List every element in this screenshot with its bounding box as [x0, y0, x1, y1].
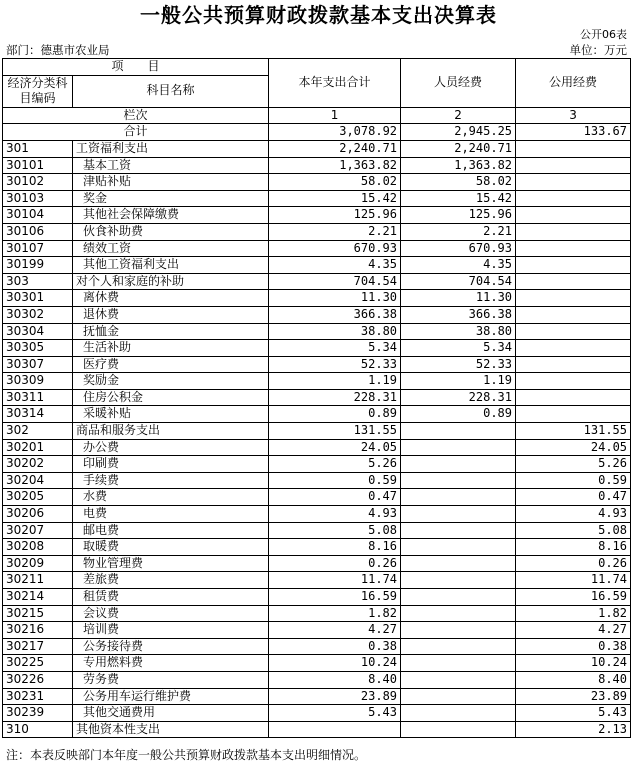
- row-personnel: [401, 572, 516, 589]
- row-public: 5.08: [516, 522, 631, 539]
- row-name: 手续费: [73, 472, 269, 489]
- row-name: 会议费: [73, 605, 269, 622]
- table-row: [3, 539, 631, 556]
- row-code: 30106: [3, 223, 73, 240]
- table-row: [3, 671, 631, 688]
- row-total: 11.30: [269, 290, 401, 307]
- row-code: 30214: [3, 589, 73, 606]
- row-code: 301: [3, 140, 73, 157]
- row-code: 303: [3, 273, 73, 290]
- row-name: 奖金: [73, 190, 269, 207]
- row-total: 23.89: [269, 688, 401, 705]
- table-row: [3, 323, 631, 340]
- row-name: 其他资本性支出: [73, 721, 269, 738]
- row-total: 5.26: [269, 456, 401, 473]
- row-name: 退休费: [73, 306, 269, 323]
- row-personnel: [401, 638, 516, 655]
- row-total: 10.24: [269, 655, 401, 672]
- row-public: [516, 323, 631, 340]
- department-label: 部门：德惠市农业局: [6, 43, 110, 57]
- row-total: [269, 721, 401, 738]
- table-row: [3, 472, 631, 489]
- row-code: 30103: [3, 190, 73, 207]
- row-name: 印刷费: [73, 456, 269, 473]
- row-name: 医疗费: [73, 356, 269, 373]
- row-name: 公务用车运行维护费: [73, 688, 269, 705]
- row-personnel: 1,363.82: [401, 157, 516, 174]
- row-public: [516, 290, 631, 307]
- row-personnel: [401, 506, 516, 523]
- total-label: 合计: [3, 124, 269, 141]
- row-total: 1.82: [269, 605, 401, 622]
- table-row: [3, 356, 631, 373]
- column-number-1: 1: [269, 107, 401, 124]
- row-public: 16.59: [516, 589, 631, 606]
- table-row: [3, 174, 631, 191]
- table-row: [3, 273, 631, 290]
- row-total: 11.74: [269, 572, 401, 589]
- row-total: 0.89: [269, 406, 401, 423]
- row-name: 离休费: [73, 290, 269, 307]
- table-row: [3, 721, 631, 738]
- row-public: 10.24: [516, 655, 631, 672]
- table-row: [3, 522, 631, 539]
- row-name: 伙食补助费: [73, 223, 269, 240]
- row-name: 工资福利支出: [73, 140, 269, 157]
- row-total: 0.26: [269, 555, 401, 572]
- table-row: [3, 257, 631, 274]
- header-item: 项 目: [3, 59, 269, 76]
- row-public: 24.05: [516, 439, 631, 456]
- row-total: 24.05: [269, 439, 401, 456]
- row-public: 0.26: [516, 555, 631, 572]
- row-code: 310: [3, 721, 73, 738]
- row-total: 0.38: [269, 638, 401, 655]
- row-code: 30302: [3, 306, 73, 323]
- row-total: 8.16: [269, 539, 401, 556]
- row-name: 采暖补贴: [73, 406, 269, 423]
- footnote: 注：本表反映部门本年度一般公共预算财政拨款基本支出明细情况。: [6, 748, 367, 762]
- row-total: 4.93: [269, 506, 401, 523]
- row-total: 2.21: [269, 223, 401, 240]
- row-name: 劳务费: [73, 671, 269, 688]
- row-personnel: [401, 605, 516, 622]
- table-row: [3, 223, 631, 240]
- table-row: [3, 389, 631, 406]
- row-personnel: [401, 655, 516, 672]
- total-public: 133.67: [516, 124, 631, 141]
- row-name: 专用燃料费: [73, 655, 269, 672]
- row-personnel: [401, 589, 516, 606]
- row-name: 办公费: [73, 439, 269, 456]
- header-row-numbers: [3, 107, 631, 124]
- table-row: [3, 157, 631, 174]
- row-personnel: 11.30: [401, 290, 516, 307]
- row-code: 30211: [3, 572, 73, 589]
- row-code: 30311: [3, 389, 73, 406]
- row-total: 58.02: [269, 174, 401, 191]
- row-personnel: 15.42: [401, 190, 516, 207]
- row-personnel: 704.54: [401, 273, 516, 290]
- row-public: 2.13: [516, 721, 631, 738]
- row-public: [516, 340, 631, 357]
- row-code: 30205: [3, 489, 73, 506]
- row-public: 11.74: [516, 572, 631, 589]
- row-personnel: 4.35: [401, 257, 516, 274]
- row-public: 0.47: [516, 489, 631, 506]
- row-public: [516, 406, 631, 423]
- row-public: 1.82: [516, 605, 631, 622]
- table-row: [3, 589, 631, 606]
- row-name: 物业管理费: [73, 555, 269, 572]
- row-name: 奖励金: [73, 373, 269, 390]
- row-total: 0.47: [269, 489, 401, 506]
- row-public: [516, 389, 631, 406]
- table-row: [3, 456, 631, 473]
- row-total: 228.31: [269, 389, 401, 406]
- row-public: [516, 273, 631, 290]
- row-total: 4.35: [269, 257, 401, 274]
- row-personnel: [401, 423, 516, 440]
- row-code: 30206: [3, 506, 73, 523]
- row-personnel: 366.38: [401, 306, 516, 323]
- row-name: 租赁费: [73, 589, 269, 606]
- row-personnel: 5.34: [401, 340, 516, 357]
- row-code: 30204: [3, 472, 73, 489]
- table-row: [3, 439, 631, 456]
- row-name: 绩效工资: [73, 240, 269, 257]
- row-personnel: [401, 472, 516, 489]
- row-code: 302: [3, 423, 73, 440]
- row-total: 2,240.71: [269, 140, 401, 157]
- table-row: [3, 506, 631, 523]
- row-code: 30217: [3, 638, 73, 655]
- form-number: 公开06表: [580, 28, 627, 41]
- row-code: 30208: [3, 539, 73, 556]
- row-personnel: [401, 721, 516, 738]
- row-code: 30215: [3, 605, 73, 622]
- row-public: 5.43: [516, 705, 631, 722]
- row-total: 8.40: [269, 671, 401, 688]
- row-personnel: 125.96: [401, 207, 516, 224]
- row-code: 30314: [3, 406, 73, 423]
- row-public: 8.40: [516, 671, 631, 688]
- row-total: 5.43: [269, 705, 401, 722]
- row-total: 125.96: [269, 207, 401, 224]
- row-name: 住房公积金: [73, 389, 269, 406]
- row-name: 其他工资福利支出: [73, 257, 269, 274]
- row-personnel: 1.19: [401, 373, 516, 390]
- row-name: 水费: [73, 489, 269, 506]
- row-code: 30239: [3, 705, 73, 722]
- row-public: [516, 257, 631, 274]
- row-public: 23.89: [516, 688, 631, 705]
- row-code: 30104: [3, 207, 73, 224]
- row-total: 15.42: [269, 190, 401, 207]
- row-total: 670.93: [269, 240, 401, 257]
- column-number-2: 2: [401, 107, 516, 124]
- row-name: 生活补助: [73, 340, 269, 357]
- table-row: [3, 638, 631, 655]
- table-row: [3, 140, 631, 157]
- row-code: 30309: [3, 373, 73, 390]
- table-row: [3, 688, 631, 705]
- header-public: 公用经费: [516, 59, 631, 108]
- row-personnel: 58.02: [401, 174, 516, 191]
- report-title: 一般公共预算财政拨款基本支出决算表: [140, 3, 497, 27]
- row-personnel: 0.89: [401, 406, 516, 423]
- row-name: 基本工资: [73, 157, 269, 174]
- row-name: 抚恤金: [73, 323, 269, 340]
- table-row: [3, 290, 631, 307]
- row-personnel: [401, 439, 516, 456]
- row-total: 0.59: [269, 472, 401, 489]
- row-name: 取暖费: [73, 539, 269, 556]
- column-number-3: 3: [516, 107, 631, 124]
- table-row: [3, 240, 631, 257]
- row-public: [516, 157, 631, 174]
- row-public: 131.55: [516, 423, 631, 440]
- row-code: 30202: [3, 456, 73, 473]
- table-row: [3, 423, 631, 440]
- row-personnel: [401, 705, 516, 722]
- row-personnel: 2.21: [401, 223, 516, 240]
- row-code: 30301: [3, 290, 73, 307]
- row-total: 1,363.82: [269, 157, 401, 174]
- row-public: 5.26: [516, 456, 631, 473]
- total-amount: 3,078.92: [269, 124, 401, 141]
- row-public: [516, 140, 631, 157]
- row-name: 培训费: [73, 622, 269, 639]
- row-total: 5.34: [269, 340, 401, 357]
- row-code: 30226: [3, 671, 73, 688]
- table-row: [3, 489, 631, 506]
- table-row: [3, 340, 631, 357]
- total-row: [3, 124, 631, 141]
- row-name: 对个人和家庭的补助: [73, 273, 269, 290]
- row-personnel: 670.93: [401, 240, 516, 257]
- row-personnel: 38.80: [401, 323, 516, 340]
- row-public: [516, 174, 631, 191]
- row-code: 30101: [3, 157, 73, 174]
- row-code: 30305: [3, 340, 73, 357]
- row-public: [516, 356, 631, 373]
- row-total: 131.55: [269, 423, 401, 440]
- unit-label: 单位：万元: [569, 43, 627, 57]
- total-personnel: 2,945.25: [401, 124, 516, 141]
- row-total: 16.59: [269, 589, 401, 606]
- row-code: 30307: [3, 356, 73, 373]
- row-name: 津贴补贴: [73, 174, 269, 191]
- row-code: 30304: [3, 323, 73, 340]
- row-personnel: 2,240.71: [401, 140, 516, 157]
- row-personnel: [401, 456, 516, 473]
- row-code: 30225: [3, 655, 73, 672]
- row-public: 8.16: [516, 539, 631, 556]
- header-row-item: [3, 59, 631, 76]
- table-row: [3, 622, 631, 639]
- row-name: 电费: [73, 506, 269, 523]
- row-code: 30207: [3, 522, 73, 539]
- row-public: [516, 240, 631, 257]
- row-public: [516, 207, 631, 224]
- table-row: [3, 190, 631, 207]
- header-name: 科目名称: [73, 75, 269, 107]
- row-total: 52.33: [269, 356, 401, 373]
- row-personnel: [401, 522, 516, 539]
- row-public: [516, 373, 631, 390]
- row-public: 4.93: [516, 506, 631, 523]
- row-name: 其他社会保障缴费: [73, 207, 269, 224]
- row-personnel: 228.31: [401, 389, 516, 406]
- table-row: [3, 406, 631, 423]
- expenditure-table: [2, 58, 631, 738]
- row-personnel: [401, 671, 516, 688]
- table-row: [3, 207, 631, 224]
- header-personnel: 人员经费: [401, 59, 516, 108]
- table-row: [3, 306, 631, 323]
- row-name: 商品和服务支出: [73, 423, 269, 440]
- table-row: [3, 655, 631, 672]
- row-name: 差旅费: [73, 572, 269, 589]
- header-code: 经济分类科目编码: [3, 75, 73, 107]
- row-name: 公务接待费: [73, 638, 269, 655]
- row-code: 30199: [3, 257, 73, 274]
- row-personnel: [401, 688, 516, 705]
- row-personnel: 52.33: [401, 356, 516, 373]
- row-public: [516, 190, 631, 207]
- row-public: [516, 223, 631, 240]
- row-code: 30209: [3, 555, 73, 572]
- row-public: 0.38: [516, 638, 631, 655]
- row-total: 38.80: [269, 323, 401, 340]
- row-code: 30107: [3, 240, 73, 257]
- row-total: 4.27: [269, 622, 401, 639]
- table-row: [3, 605, 631, 622]
- row-personnel: [401, 555, 516, 572]
- row-personnel: [401, 622, 516, 639]
- row-code: 30102: [3, 174, 73, 191]
- table-row: [3, 555, 631, 572]
- row-personnel: [401, 489, 516, 506]
- header-total: 本年支出合计: [269, 59, 401, 108]
- row-code: 30231: [3, 688, 73, 705]
- row-public: [516, 306, 631, 323]
- row-name: 其他交通费用: [73, 705, 269, 722]
- row-total: 1.19: [269, 373, 401, 390]
- table-row: [3, 373, 631, 390]
- row-total: 5.08: [269, 522, 401, 539]
- row-total: 704.54: [269, 273, 401, 290]
- row-code: 30216: [3, 622, 73, 639]
- row-name: 邮电费: [73, 522, 269, 539]
- row-code: 30201: [3, 439, 73, 456]
- row-personnel: [401, 539, 516, 556]
- row-public: 0.59: [516, 472, 631, 489]
- table-row: [3, 572, 631, 589]
- row-number-label: 栏次: [3, 107, 269, 124]
- row-total: 366.38: [269, 306, 401, 323]
- row-public: 4.27: [516, 622, 631, 639]
- table-row: [3, 705, 631, 722]
